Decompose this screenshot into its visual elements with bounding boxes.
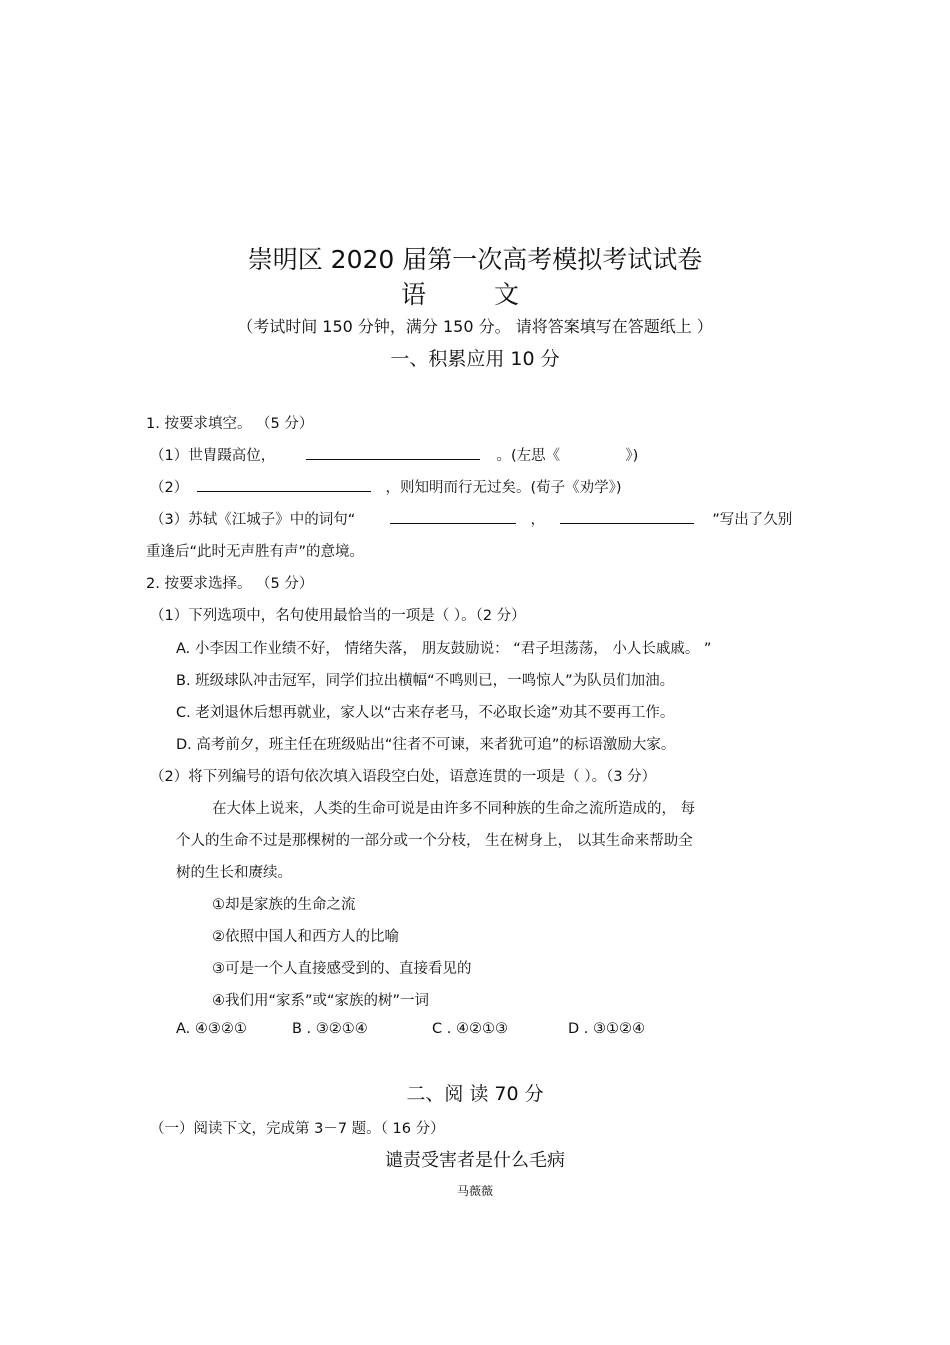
sentence-item-1: ①却是家族的生命之流 xyxy=(212,897,356,913)
q1-part1-text-b: 。(左思《 xyxy=(496,448,561,464)
q1-part3-text-c: ”写出了久别 xyxy=(712,512,793,528)
q1-part2-text-b: ，则知明而行无过矣。(荀子《劝学》) xyxy=(385,480,622,496)
q2-sub1-stem: （1）下列选项中，名句使用最恰当的一项是（ ）。（2 分） xyxy=(150,608,526,624)
answer-option-d: D . ③①②④ xyxy=(568,1021,645,1037)
q2-option-b: B. 班级球队冲击冠军，同学们拉出横幅“不鸣则已，一鸣惊人”为队员们加油。 xyxy=(176,673,675,689)
exam-title: 崇明区 2020 届第一次高考模拟考试试卷 xyxy=(247,245,703,274)
section2-heading: 二、阅 读 70 分 xyxy=(406,1083,544,1105)
q1-part3-text-b: ， xyxy=(530,512,545,528)
passage-line-2: 个人的生命不过是那棵树的一部分或一个分枝， 生在树身上， 以其生命来帮助全 xyxy=(176,833,693,849)
answer-blank[interactable] xyxy=(306,446,480,460)
q2-option-a: A. 小李因工作业绩不好， 情绪失落， 朋友鼓励说： “君子坦荡荡， 小人长戚戚。 ” xyxy=(176,641,712,657)
answer-blank[interactable] xyxy=(197,478,371,492)
answer-option-b: B . ③②①④ xyxy=(292,1021,368,1037)
subject-title: 语 文 xyxy=(401,280,549,309)
passage-line-3: 树的生长和赓续。 xyxy=(176,865,292,881)
sentence-item-2: ②依照中国人和西方人的比喻 xyxy=(212,929,399,945)
answer-blank[interactable] xyxy=(390,510,516,524)
sentence-item-3: ③可是一个人直接感受到的、直接看见的 xyxy=(212,961,472,977)
q1-part3-cont: 重逢后“此时无声胜有声”的意境。 xyxy=(146,544,365,560)
sentence-item-4: ④我们用“家系”或“家族的树”一词 xyxy=(212,993,430,1009)
passage-line-1: 在大体上说来，人类的生命可说是由许多不同种族的生命之流所造成的， 每 xyxy=(212,801,696,817)
q2-option-c: C. 老刘退休后想再就业，家人以“古来存老马，不必取长途”劝其不要再工作。 xyxy=(176,705,675,721)
q1-part2 xyxy=(150,476,622,497)
q1-part1 xyxy=(150,444,638,465)
answer-option-a: A. ④③②① xyxy=(176,1021,247,1037)
q1-part1-text-c: 》) xyxy=(625,448,639,464)
q1-part3 xyxy=(150,508,792,529)
q2-stem: 2. 按要求选择。 （5 分） xyxy=(146,576,314,592)
q1-part2-text-a: （2） xyxy=(150,480,189,496)
article-title: 谴责受害者是什么毛病 xyxy=(385,1150,565,1171)
q2-option-d: D. 高考前夕，班主任在班级贴出“往者不可谏，来者犹可追”的标语激励大家。 xyxy=(176,737,676,753)
exam-note: （考试时间 150 分钟，满分 150 分。 请将答案填写在答题纸上 ） xyxy=(237,317,713,336)
q1-part3-text-a: （3）苏轼《江城子》中的词句“ xyxy=(150,512,356,528)
answer-option-c: C . ④②①③ xyxy=(432,1021,508,1037)
q1-part1-text-a: （1）世胄蹑高位， xyxy=(150,448,276,464)
q1-stem: 1. 按要求填空。 （5 分） xyxy=(146,416,314,432)
answer-blank[interactable] xyxy=(565,447,621,460)
reading-part1-stem: （一）阅读下文，完成第 3－7 题。（ 16 分） xyxy=(150,1121,445,1137)
answer-blank[interactable] xyxy=(560,510,694,524)
section1-heading: 一、积累应用 10 分 xyxy=(390,348,560,370)
q2-sub2-stem: （2）将下列编号的语句依次填入语段空白处，语意连贯的一项是（ ）。（3 分） xyxy=(150,769,657,785)
article-author: 马薇薇 xyxy=(456,1184,493,1198)
